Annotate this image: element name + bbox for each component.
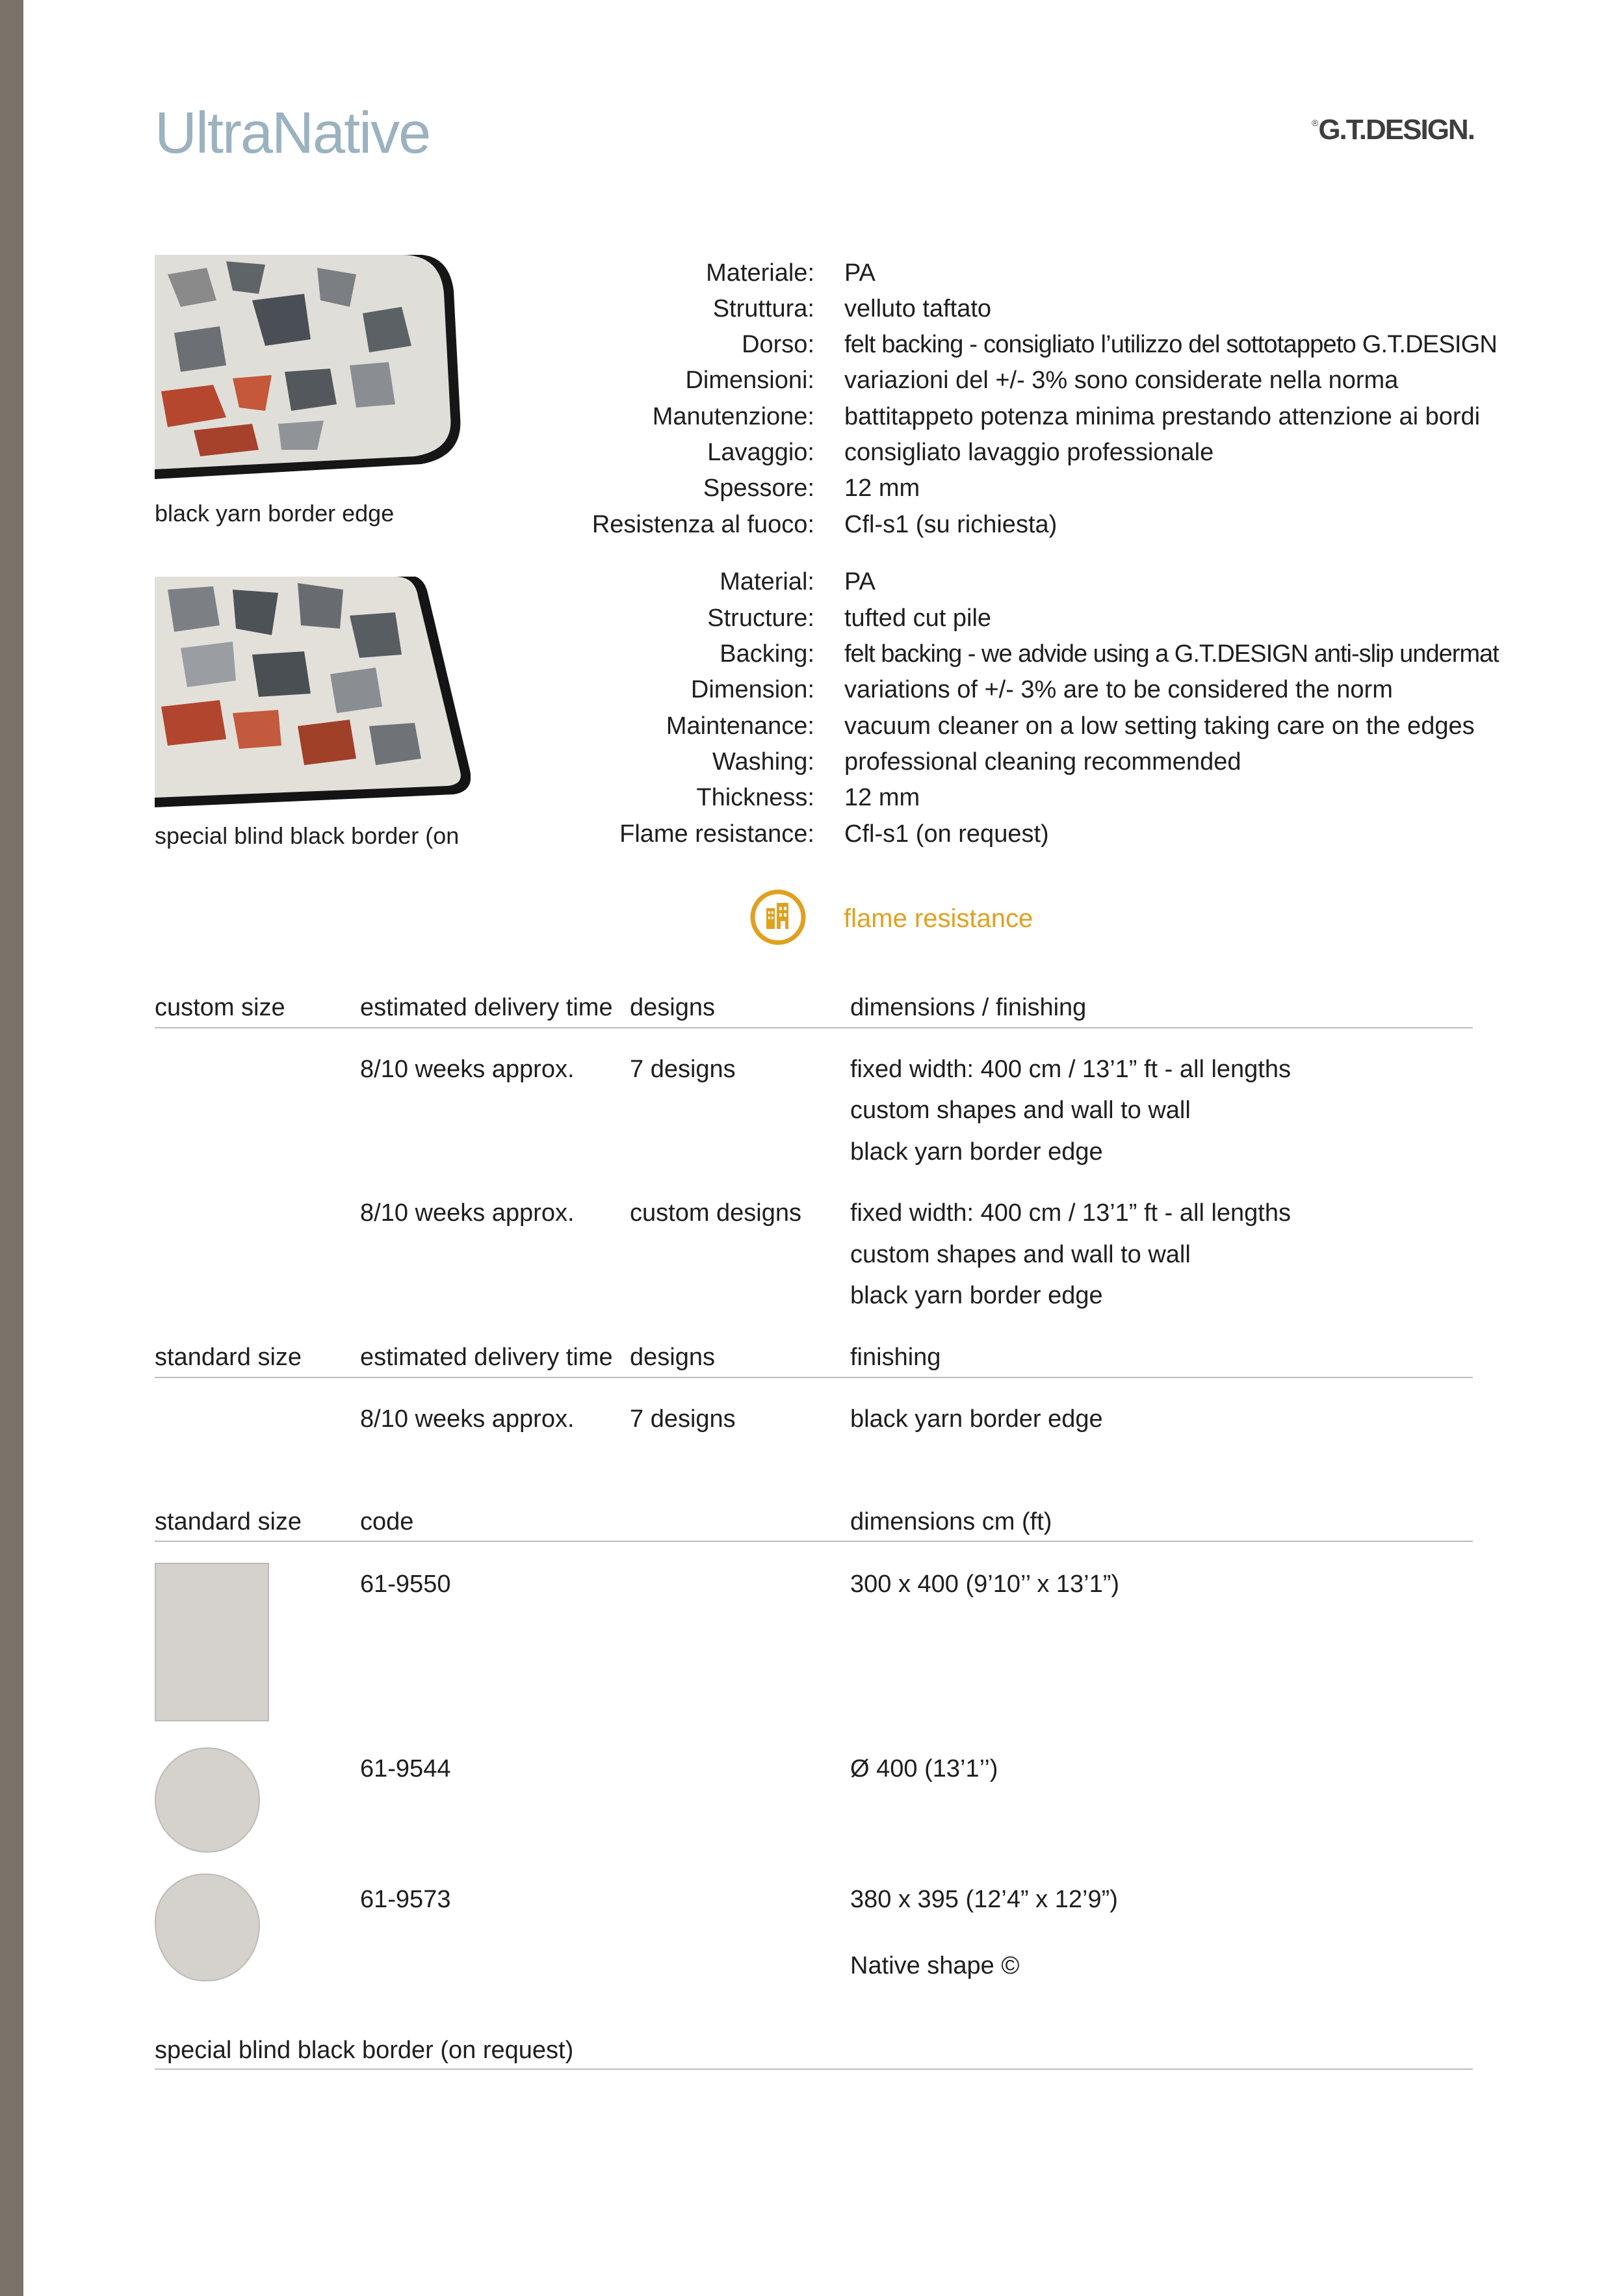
circle-shape-icon [155,1747,260,1853]
spec-en-label: Dimension: [690,676,814,703]
spec-it-label: Struttura: [712,295,814,322]
spec-en-value: 12 mm [844,784,920,811]
spec-en-label: Maintenance: [666,712,814,740]
spec-it-value: felt backing - consigliato l’utilizzo del sottotappeto G.T.DESIGN [844,331,1498,358]
table-header: code [360,1508,414,1535]
spec-en-value: PA [844,568,876,595]
table-header: estimated delivery time [360,994,613,1021]
divider [155,1541,1473,1542]
detail-line: custom shapes and wall to wall [850,1241,1191,1268]
spec-it-value: variazioni del +/- 3% sono considerate nella norma [844,367,1399,394]
spec-it-value: Cfl-s1 (su richiesta) [844,511,1058,538]
spec-it-label: Materiale: [706,259,814,287]
rug-photo-1 [155,255,471,489]
table-header: dimensions / finishing [850,994,1087,1021]
table-header: standard size [155,1344,302,1371]
finishing: black yarn border edge [850,1405,1103,1433]
spec-en-label: Washing: [712,748,814,776]
building-flame-icon [749,889,807,946]
spec-en-label: Flame resistance: [619,820,814,848]
product-code: 61-9544 [360,1755,451,1782]
spec-it-label: Lavaggio: [707,439,814,466]
flame-resistance-label: flame resistance [844,904,1033,933]
delivery-time: 8/10 weeks approx. [360,1056,575,1083]
product-code: 61-9550 [360,1571,451,1598]
product-dimensions: 300 x 400 (9’10’’ x 13’1”) [850,1571,1120,1598]
table-header: designs [630,1344,715,1371]
rug-corner-photo-icon [155,577,471,811]
detail-line: black yarn border edge [850,1282,1103,1309]
product-code: 61-9573 [360,1886,451,1913]
table-header: standard size [155,1508,302,1535]
spec-en-value: variations of +/- 3% are to be considered the norm [844,676,1393,703]
photo-caption-1: black yarn border edge [155,500,395,527]
spec-en-value: vacuum cleaner on a low setting taking care on the edges [844,712,1475,740]
delivery-time: 8/10 weeks approx. [360,1405,575,1433]
spec-it-value: consigliato lavaggio professionale [844,439,1214,466]
table-header: finishing [850,1344,941,1371]
rug-photo-2 [155,577,471,811]
product-note: Native shape © [850,1952,1020,1979]
brand-logo: ®G.T.DESIGN. [1312,114,1474,146]
detail-line: custom shapes and wall to wall [850,1097,1191,1124]
designs: 7 designs [630,1405,736,1433]
page-title: UltraNative [155,101,430,166]
spec-it-value: 12 mm [844,475,920,502]
spec-en-label: Material: [720,568,814,595]
table-header: designs [630,994,715,1021]
rug-corner-photo-icon [155,255,471,489]
designs: custom designs [630,1199,802,1227]
designs: 7 designs [630,1056,736,1083]
detail-line: fixed width: 400 cm / 13’1” ft - all lengths [850,1199,1291,1227]
spec-it-value: velluto taftato [844,295,992,322]
detail-line: black yarn border edge [850,1138,1103,1166]
delivery-time: 8/10 weeks approx. [360,1199,575,1227]
photo-caption-2: special blind black border (on [155,822,460,849]
spec-it-value: PA [844,259,876,287]
spec-it-label: Dorso: [742,331,814,358]
divider [155,1377,1473,1378]
spec-en-value: Cfl-s1 (on request) [844,820,1049,848]
spec-it-label: Manutenzione: [652,403,814,430]
product-dimensions: 380 x 395 (12’4” x 12’9”) [850,1886,1118,1913]
spec-en-value: tufted cut pile [844,605,992,632]
rectangle-shape-icon [155,1563,269,1721]
divider [155,2068,1473,2070]
table-header: custom size [155,994,285,1021]
spec-en-label: Structure: [707,605,814,632]
footer-note: special blind black border (on request) [155,2037,574,2064]
divider [155,1027,1473,1028]
spec-en-label: Backing: [720,640,814,668]
spec-it-label: Dimensioni: [685,367,814,394]
spec-en-value: professional cleaning recommended [844,748,1241,776]
spec-it-label: Resistenza al fuoco: [591,511,814,538]
sidebar-strip [0,0,23,2296]
detail-line: fixed width: 400 cm / 13’1” ft - all lengths [850,1056,1291,1083]
spec-en-value: felt backing - we advide using a G.T.DESIGN anti-slip undermat [844,640,1499,668]
table-header: dimensions cm (ft) [850,1508,1052,1535]
spec-it-label: Spessore: [703,475,814,502]
spec-en-label: Thickness: [696,784,814,811]
product-dimensions: Ø 400 (13’1’’) [850,1755,998,1782]
table-header: estimated delivery time [360,1344,613,1371]
spec-it-value: battitappeto potenza minima prestando attenzione ai bordi [844,403,1481,430]
native-shape-icon [155,1873,260,1981]
